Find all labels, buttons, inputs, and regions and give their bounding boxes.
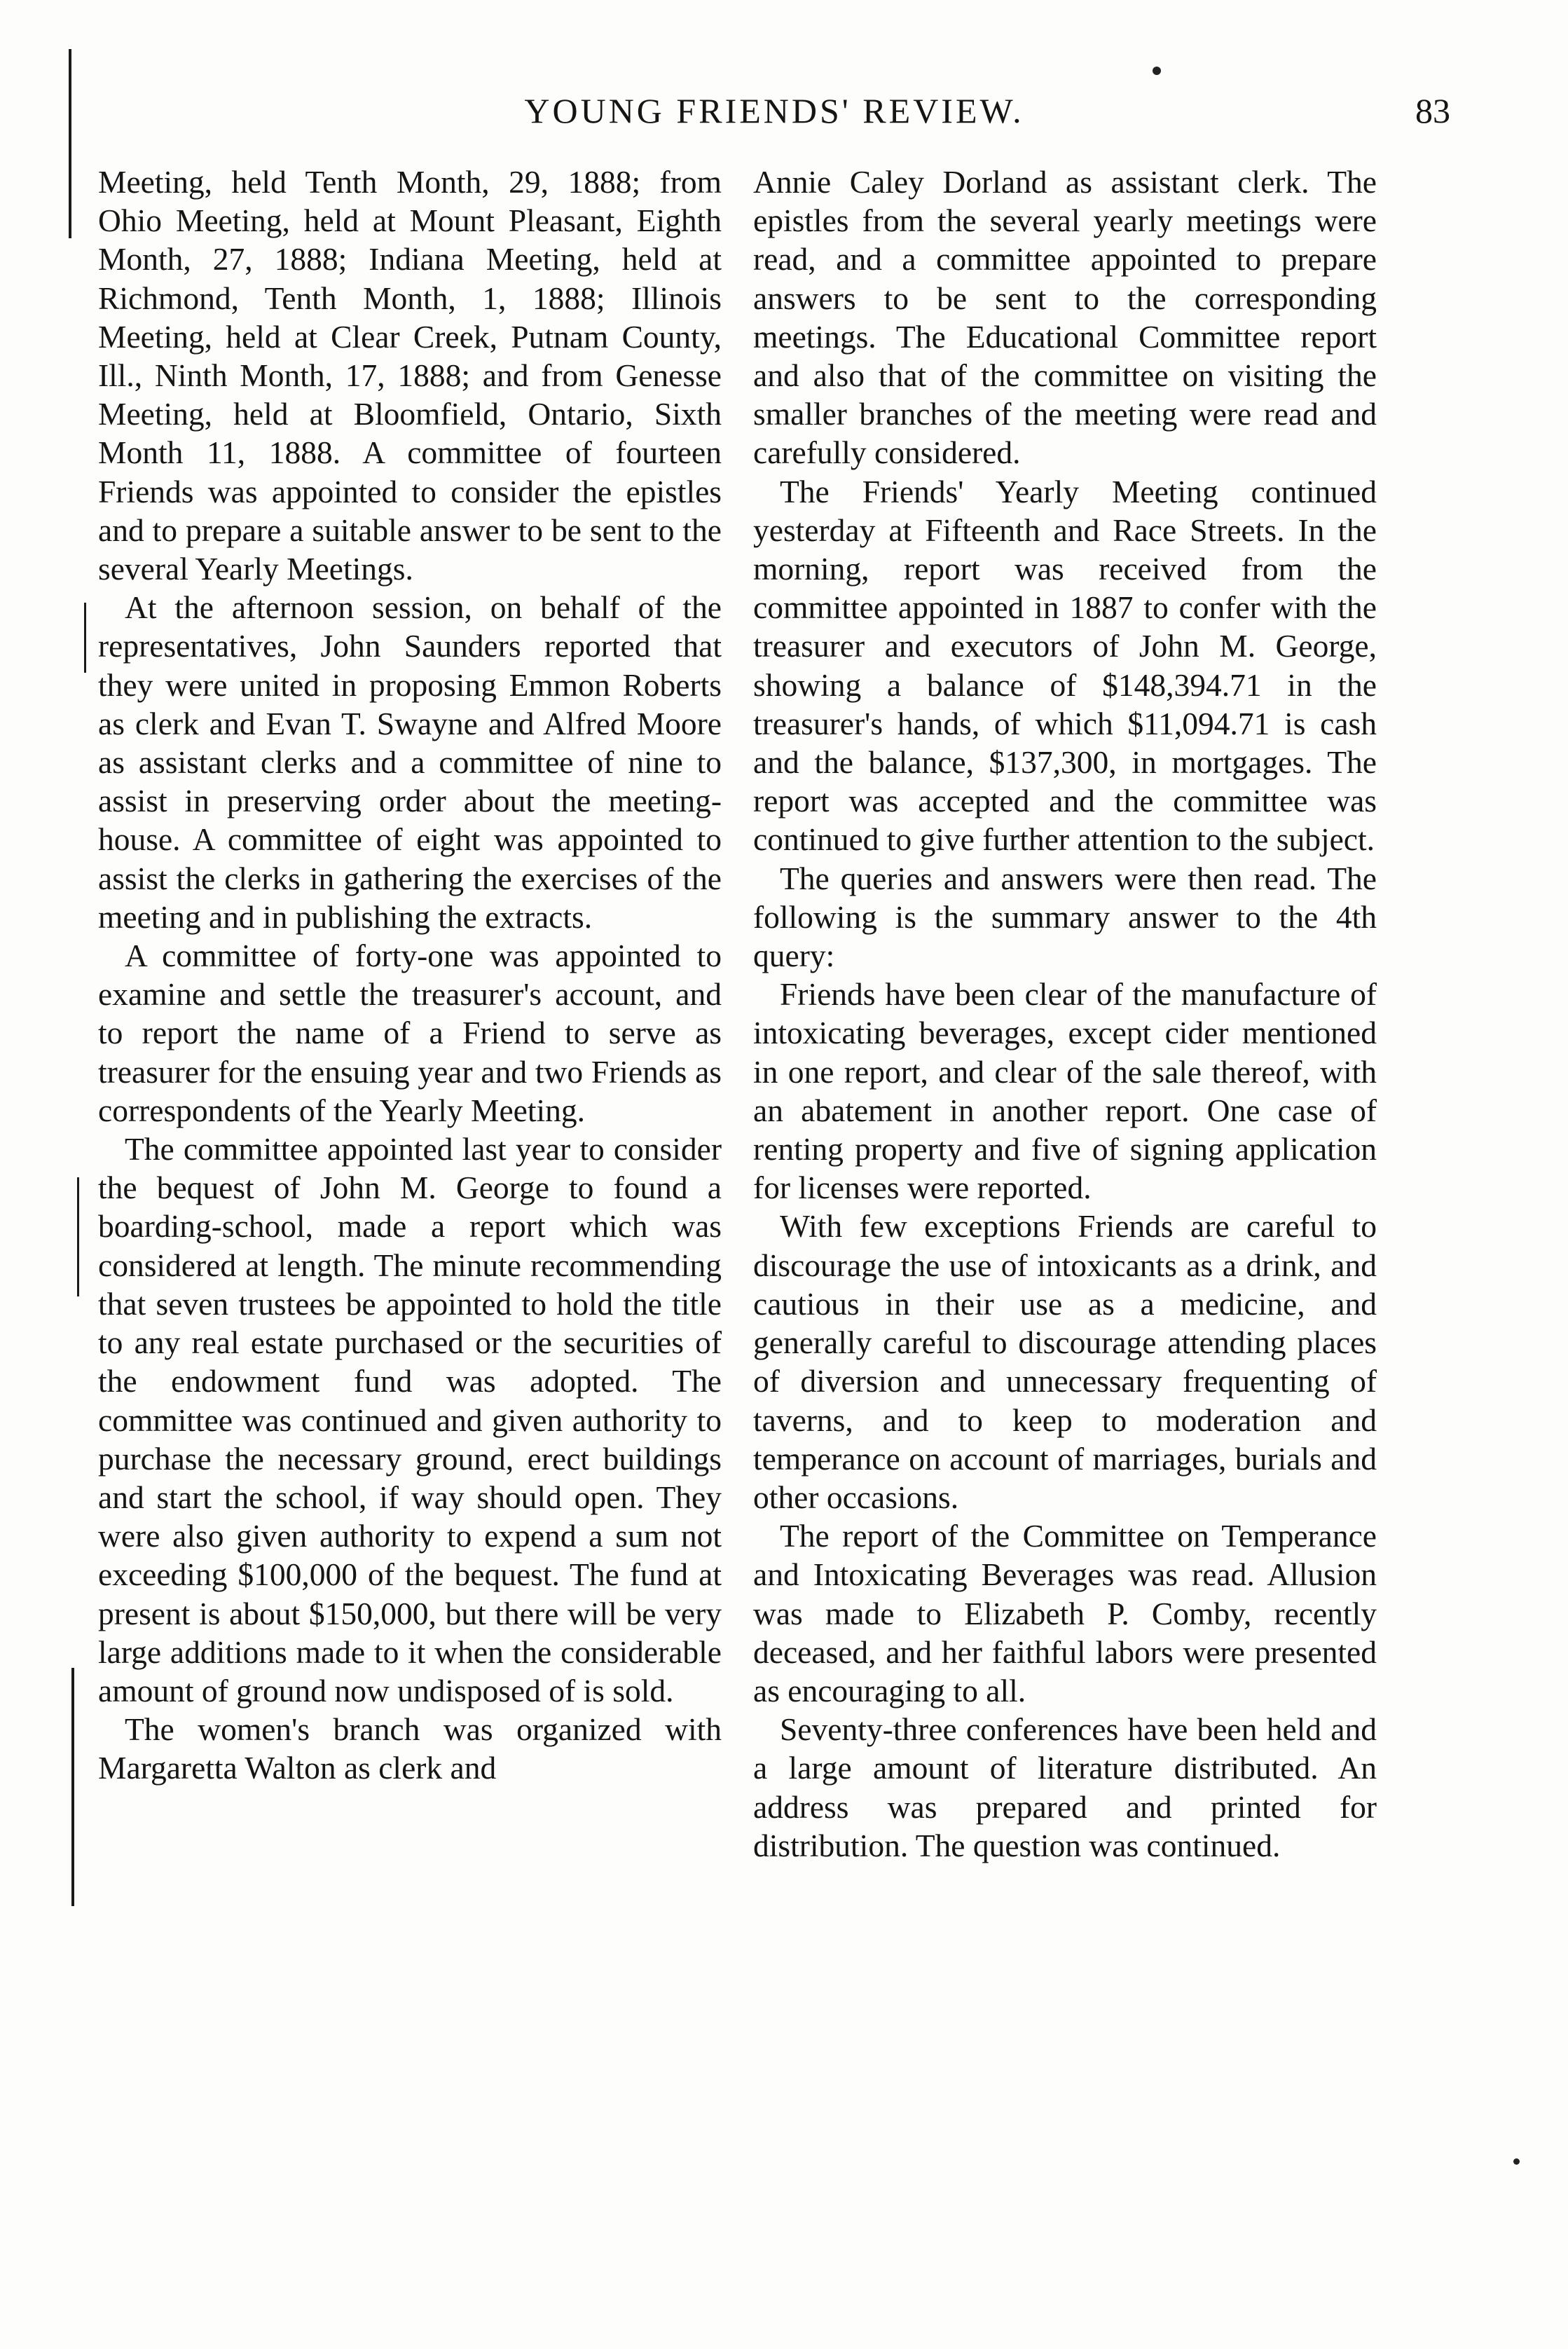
paragraph: The queries and answers were then read. The following is the summary answer to the 4th query: (753, 860, 1377, 974)
right-column (753, 163, 1377, 1865)
paragraph: The committee appointed last year to consider the bequest of John M. George to found a boarding-school, made a report which was considered at length. The minute recommending that seven trustees be appointed to hold the title to any real estate purchased or the securities of the endowment fund was adopted. The committee was continued and given authority to purchase the necessary ground, erect buildings and start the school, if way should open. They were also given authority to expend a sum not exceeding $100,000 of the bequest. The fund at present is about $150,000, but there will be very large additions made to it when the considerable amount of ground now undisposed of is sold. (98, 1131, 722, 1708)
paragraph: At the afternoon session, on behalf of the representatives, John Saunders reported that they were united in proposing Emmon Roberts as clerk and Evan T. Swayne and Alfred Moore as assistant clerks and a committee of nine to assist in preserving order about the meeting-house. A committee of eight was appointed to assist the clerks in gathering the exercises of the meeting and in publishing the extracts. (98, 589, 722, 935)
margin-rule-top (69, 49, 71, 238)
paragraph: Friends have been clear of the manufacture of intoxicating beverages, except cider mentioned in one report, and clear of the sale thereof, with an abatement in another report. One case of renting property and five of signing application for licenses were reported. (753, 976, 1377, 1206)
paragraph: The Friends' Yearly Meeting continued yesterday at Fifteenth and Race Streets. In the morning, report was received from the committee appointed in 1887 to confer with the treasurer and executors of John M. George, showing a balance of $148,394.71 in the treasurer's hands, of which $11,094.71 is cash and the balance, $137,300, in mortgages. The report was accepted and the committee was continued to give further attention to the subject. (753, 473, 1377, 858)
margin-dot-right (1513, 2158, 1520, 2165)
margin-dot-top (1153, 67, 1161, 75)
running-title: YOUNG FRIENDS' REVIEW. (524, 91, 1024, 130)
page-header (98, 83, 1450, 139)
paragraph: Annie Caley Dorland as assistant clerk. The epistles from the several yearly meetings were read, and a committee appointed to prepare answers to be sent to the corresponding meetings. The Educational Committee report and also that of the committee on visiting the smaller branches of the meeting were read and carefully considered. (753, 164, 1377, 471)
paragraph: Meeting, held Tenth Month, 29, 1888; from Ohio Meeting, held at Mount Pleasant, Eighth Month, 27, 1888; Indiana Meeting, held at Richmond, Tenth Month, 1, 1888; Illinois Meeting, held at Clear Creek, Putnam County, Ill., Ninth Month, 17, 1888; and from Genesse Meeting, held at Bloomfield, Ontario, Sixth Month 11, 1888. A committee of fourteen Friends was appointed to consider the epistles and to prepare a suitable answer to be sent to the several Yearly Meetings. (98, 164, 722, 587)
paragraph: Seventy-three conferences have been held and a large amount of literature distributed. An address was prepared and printed for distribution. The question was continued. (753, 1711, 1377, 1863)
paragraph: A committee of forty-one was appointed to examine and settle the treasurer's account, and to report the name of a Friend to serve as treasurer for the ensuing year and two Friends as correspondents of the Yearly Meeting. (98, 938, 722, 1128)
paragraph: The women's branch was organized with Margaretta Walton as clerk and (98, 1711, 722, 1786)
page-number: 83 (1415, 91, 1450, 130)
paragraph: With few exceptions Friends are careful to discourage the use of intoxicants as a drink, and cautious in their use as a medicine, and generally careful to discourage attending places of diversion and unnecessary frequenting of taverns, and to keep to moderation and temperance on account of marriages, burials and other occasions. (753, 1208, 1377, 1515)
left-column (98, 163, 722, 1788)
margin-rule-left-3 (71, 1668, 74, 1906)
margin-rule-left-1 (84, 603, 86, 673)
margin-rule-left-2 (77, 1177, 79, 1296)
paragraph: The report of the Committee on Temperance and Intoxicating Beverages was read. Allusion was made to Elizabeth P. Comby, recently deceased, and her faithful labors were presented as encouraging to all. (753, 1518, 1377, 1708)
